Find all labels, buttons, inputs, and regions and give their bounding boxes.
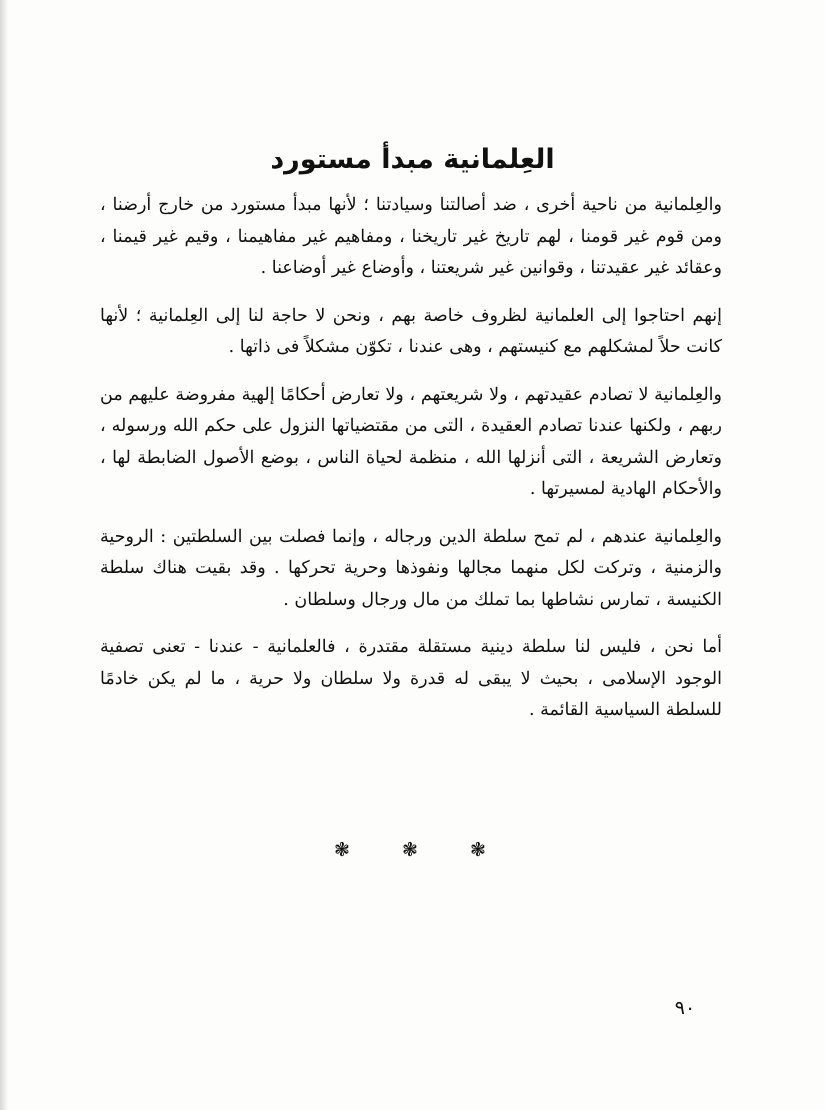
flower-ornament-icon: ❃ [334,839,350,861]
paragraph-2: إنهم احتاجوا إلى العلمانية لظروف خاصة بهم ، ونحن لا حاجة لنا إلى العِلمانية ؛ لأنها كانت حلاً لمشكلهم مع كنيستهم ، وهى عندنا ، تكوّن مشكلاً فى ذاتها . [100,305,722,357]
flower-ornament-icon: ❃ [402,839,418,861]
page-number: ٩٠ [674,997,696,1019]
paragraph-5: أما نحن ، فليس لنا سلطة دينية مستقلة مقتدرة ، فالعلمانية - عندنا - تعنى تصفية الوجود الإسلامى ، بحيث لا يبقى له قدرة ولا سلطان ولا حرية ، ما لم يكن خادمًا للسلطة السياسية القائمة . [100,637,722,720]
page-edge-shadow [0,0,8,1110]
paragraph-1: والعِلمانية من ناحية أخرى ، ضد أصالتنا وسيادتنا ؛ لأنها مبدأ مستورد من خارج أرضنا ، ومن قوم غير قومنا ، لهم تاريخ غير تاريخنا ، ومفاهيم غير مفاهيمنا ، وقيم غير قيمنا ، وعقائد غير عقيدتنا ، وقوانين غير شريعتنا ، وأوضاع غير أوضاعنا . [100,195,722,278]
body-text [100,190,722,727]
section-divider [330,838,490,862]
paragraph-4: والعِلمانية عندهم ، لم تمح سلطة الدين ورجاله ، وإنما فصلت بين السلطتين : الروحية والزمنية ، وتركت لكل منهما مجالها ونفوذها وحرية تحركها . وقد بقيت هناك سلطة الكنيسة ، تمارس نشاطها بما تملك من مال ورجال وسلطان . [100,526,722,610]
paragraph-3: والعِلمانية لا تصادم عقيدتهم ، ولا شريعتهم ، ولا تعارض أحكامًا إلهية مفروضة عليهم من ربهم ، ولكنها عندنا تصادم العقيدة ، التى من مقتضياتها النزول على حكم الله ورسوله ، وتعارض الشريعة ، التى أنزلها الله ، منظمة لحياة الناس ، بوضع الأصول الضابطة لها ، والأحكام الهادية لمسيرتها . [100,384,722,499]
flower-ornament-icon: ❃ [470,839,486,861]
page-title: العِلمانية مبدأ مستورد [270,144,555,175]
